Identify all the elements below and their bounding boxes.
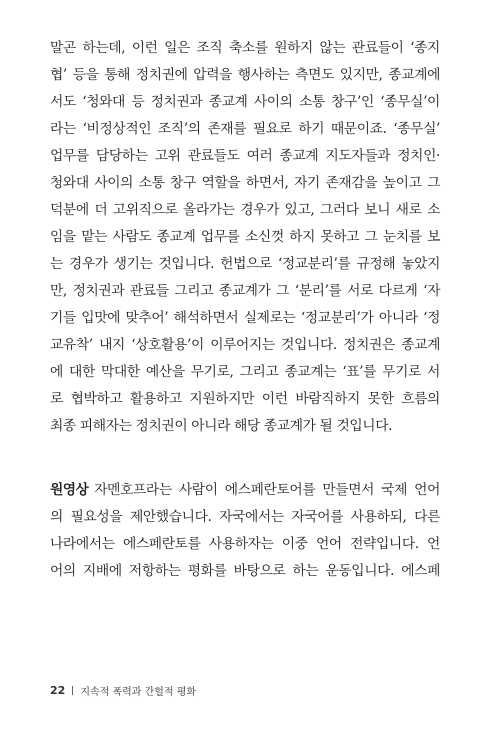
text-line: 는 경우가 생기는 것입니다. 헌법으로 ‘정교분리’를 규정해 놓았지 bbox=[50, 256, 440, 272]
text-line: 만, 정치권과 관료들 그리고 종교계가 그 ‘분리’를 서로 다르게 ‘자 bbox=[50, 283, 440, 299]
running-book-title: 지속적 폭력과 간헐적 평화 bbox=[80, 687, 197, 698]
text-line: 임을 맡는 사람도 종교계 업무를 소신껏 하지 못하고 그 눈치를 보 bbox=[50, 229, 440, 245]
text-line: 어의 지배에 저항하는 평화를 바탕으로 하는 운동입니다. 에스페 bbox=[50, 563, 440, 579]
speaker-name: 원영상 bbox=[50, 482, 89, 498]
text-line: 협’ 등을 통해 정치권에 압력을 행사하는 측면도 있지만, 종교계에 bbox=[50, 67, 440, 83]
text-line: 업무를 담당하는 고위 관료들도 여러 종교계 지도자들과 정치인· bbox=[50, 148, 440, 164]
page-number: 22 bbox=[50, 684, 66, 697]
text-line: 청와대 사이의 소통 창구 역할을 하면서, 자기 존재감을 높이고 그 bbox=[50, 175, 440, 191]
text-line: 자멘호프라는 사람이 에스페란토어를 만들면서 국제 언어 bbox=[94, 482, 440, 498]
text-line: 덕분에 더 고위직으로 올라가는 경우가 있고, 그러다 보니 새로 소 bbox=[50, 202, 440, 218]
text-line: 말곤 하는데, 이런 일은 조직 축소를 원하지 않는 관료들이 ‘종지 bbox=[50, 40, 440, 56]
text-line: 로 협박하고 활용하고 지원하지만 이런 바람직하지 못한 흐름의 bbox=[50, 391, 440, 407]
text-line: 기들 입맛에 맞추어’ 해석하면서 실제로는 ‘정교분리’가 아니라 ‘정 bbox=[50, 310, 440, 326]
text-line: 라는 ‘비정상적인 조직’의 존재를 필요로 하기 때문이죠. ‘종무실’ bbox=[50, 121, 440, 137]
text-line: 나라에서는 에스페란토를 사용하자는 이중 언어 전략입니다. 언 bbox=[50, 536, 440, 552]
text-line: 의 필요성을 제안했습니다. 자국에서는 자국어를 사용하되, 다른 bbox=[50, 509, 440, 525]
text-line: 서도 ‘청와대 등 정치권과 종교계 사이의 소통 창구’인 ‘종무실’이 bbox=[50, 94, 440, 110]
text-line: 교유착’ 내지 ‘상호활용’이 이루어지는 것입니다. 정치권은 종교계 bbox=[50, 337, 440, 353]
text-line: 에 대한 막대한 예산을 무기로, 그리고 종교계는 ‘표’를 무기로 서 bbox=[50, 364, 440, 380]
page-footer bbox=[50, 683, 196, 698]
text-line: 최종 피해자는 정치권이 아니라 해당 종교계가 될 것입니다. bbox=[50, 418, 393, 434]
footer-divider bbox=[72, 686, 73, 695]
speaker-line bbox=[50, 481, 440, 499]
